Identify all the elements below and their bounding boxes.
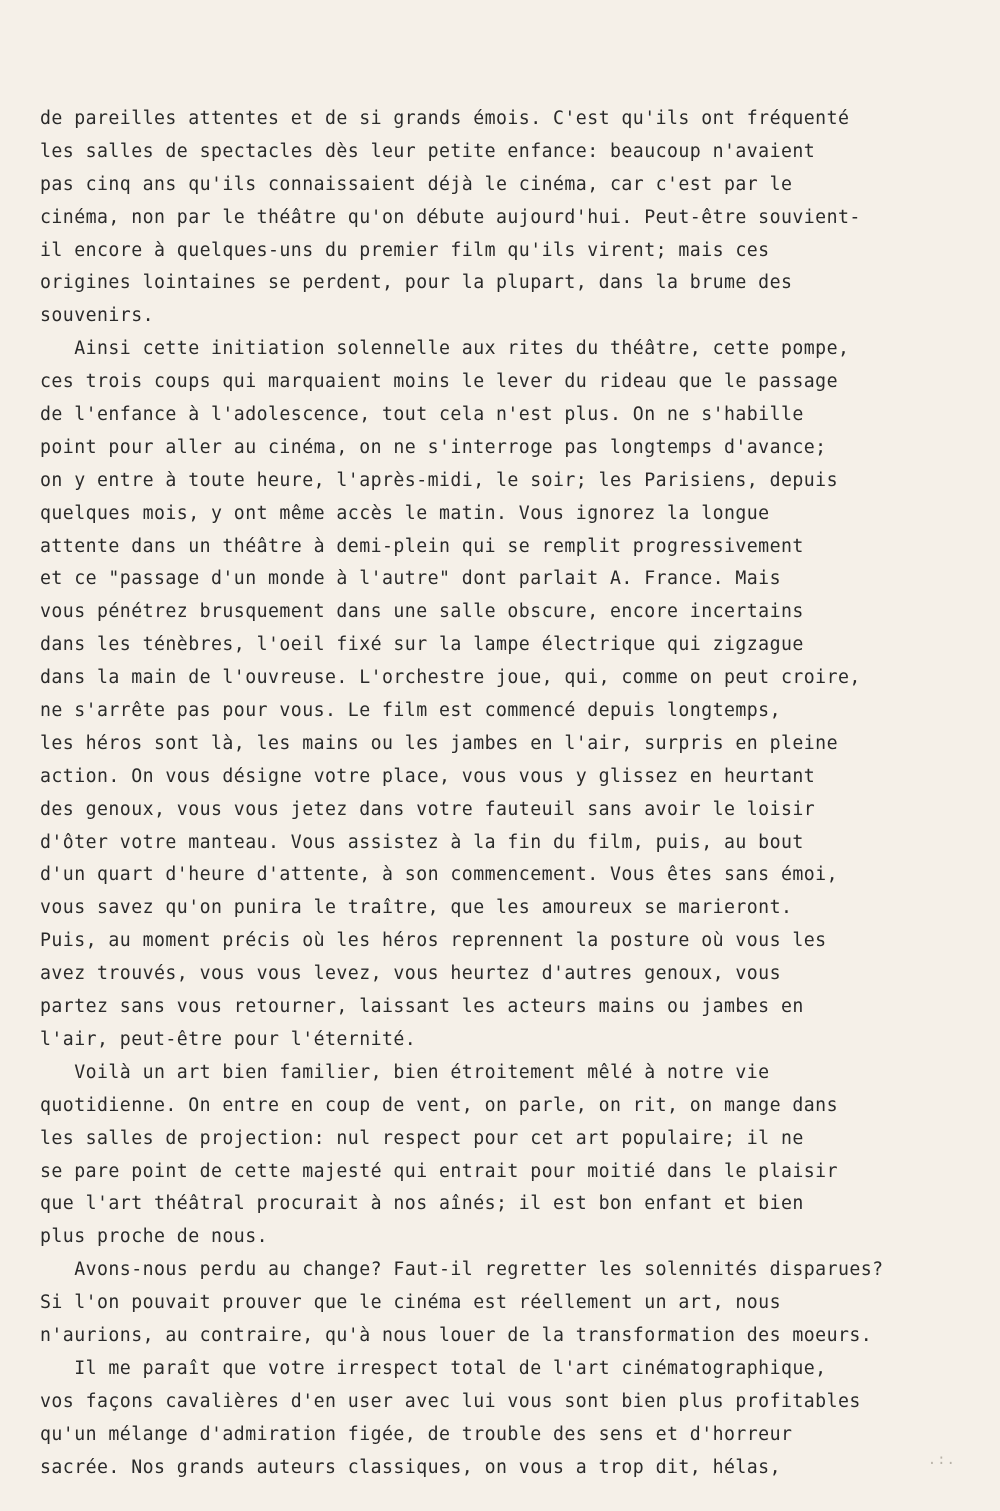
text-line: qu'un mélange d'admiration figée, de trouble des sens et d'horreur [40,1423,793,1445]
text-line: les héros sont là, les mains ou les jambes en l'air, surpris en pleine [40,732,838,754]
text-line: pas cinq ans qu'ils connaissaient déjà le cinéma, car c'est par le [40,173,793,195]
text-line: il encore à quelques-uns du premier film qu'ils virent; mais ces [40,239,770,261]
text-line: ne s'arrête pas pour vous. Le film est commencé depuis longtemps, [40,700,781,722]
text-line: que l'art théâtral procurait à nos aînés; il est bon enfant et bien [40,1193,804,1215]
text-line: de l'enfance à l'adolescence, tout cela n'est plus. On ne s'habille [40,404,804,426]
text-line: attente dans un théâtre à demi-plein qui se remplit progressivement [40,535,804,557]
text-line: cinéma, non par le théâtre qu'on débute aujourd'hui. Peut-être souvient- [40,206,861,228]
text-line: Avons-nous perdu au change? Faut-il regretter les solennités disparues? [40,1259,884,1281]
text-line: vous savez qu'on punira le traître, que les amoureux se marieront. [40,897,793,919]
text-line: avez trouvés, vous vous levez, vous heurtez d'autres genoux, vous [40,963,781,985]
text-line: d'ôter votre manteau. Vous assistez à la fin du film, puis, au bout [40,831,804,853]
text-line: n'aurions, au contraire, qu'à nous louer de la transformation des moeurs. [40,1324,873,1346]
text-line: souvenirs. [40,305,154,327]
text-line: origines lointaines se perdent, pour la plupart, dans la brume des [40,272,793,294]
text-line: dans les ténèbres, l'oeil fixé sur la lampe électrique qui zigzague [40,634,804,656]
text-line: vous pénétrez brusquement dans une salle obscure, encore incertains [40,601,804,623]
page-mark: .:. [927,1452,956,1468]
text-line: les salles de spectacles dès leur petite enfance: beaucoup n'avaient [40,140,816,162]
text-line: se pare point de cette majesté qui entrait pour moitié dans le plaisir [40,1160,838,1182]
text-line: Ainsi cette initiation solennelle aux rites du théâtre, cette pompe, [40,338,850,360]
body-text [40,103,990,1484]
text-line: de pareilles attentes et de si grands émois. C'est qu'ils ont fréquenté [40,108,850,129]
text-line: des genoux, vous vous jetez dans votre fauteuil sans avoir le loisir [40,798,816,820]
text-line: Il me paraît que votre irrespect total de l'art cinématographique, [40,1357,827,1379]
text-line: Puis, au moment précis où les héros reprennent la posture où vous les [40,930,827,952]
text-line: Voilà un art bien familier, bien étroitement mêlé à notre vie [40,1061,770,1083]
text-line: sacrée. Nos grands auteurs classiques, on vous a trop dit, hélas, [40,1456,781,1478]
text-line: on y entre à toute heure, l'après-midi, le soir; les Parisiens, depuis [40,469,838,491]
text-line: et ce "passage d'un monde à l'autre" dont parlait A. France. Mais [40,568,781,590]
text-line: ces trois coups qui marquaient moins le lever du rideau que le passage [40,371,838,393]
text-line: dans la main de l'ouvreuse. L'orchestre joue, qui, comme on peut croire, [40,667,861,689]
text-line: l'air, peut-être pour l'éternité. [40,1028,417,1050]
text-line: Si l'on pouvait prouver que le cinéma est réellement un art, nous [40,1292,781,1314]
text-line: plus proche de nous. [40,1226,268,1248]
text-line: action. On vous désigne votre place, vous vous y glissez en heurtant [40,765,816,787]
text-line: point pour aller au cinéma, on ne s'interroge pas longtemps d'avance; [40,436,827,458]
text-line: les salles de projection: nul respect pour cet art populaire; il ne [40,1127,804,1149]
text-line: partez sans vous retourner, laissant les acteurs mains ou jambes en [40,996,804,1018]
text-line: d'un quart d'heure d'attente, à son commencement. Vous êtes sans émoi, [40,864,838,886]
text-line: vos façons cavalières d'en user avec lui vous sont bien plus profitables [40,1390,861,1412]
text-line: quelques mois, y ont même accès le matin. Vous ignorez la longue [40,502,770,524]
text-line: quotidienne. On entre en coup de vent, on parle, on rit, on mange dans [40,1094,838,1116]
